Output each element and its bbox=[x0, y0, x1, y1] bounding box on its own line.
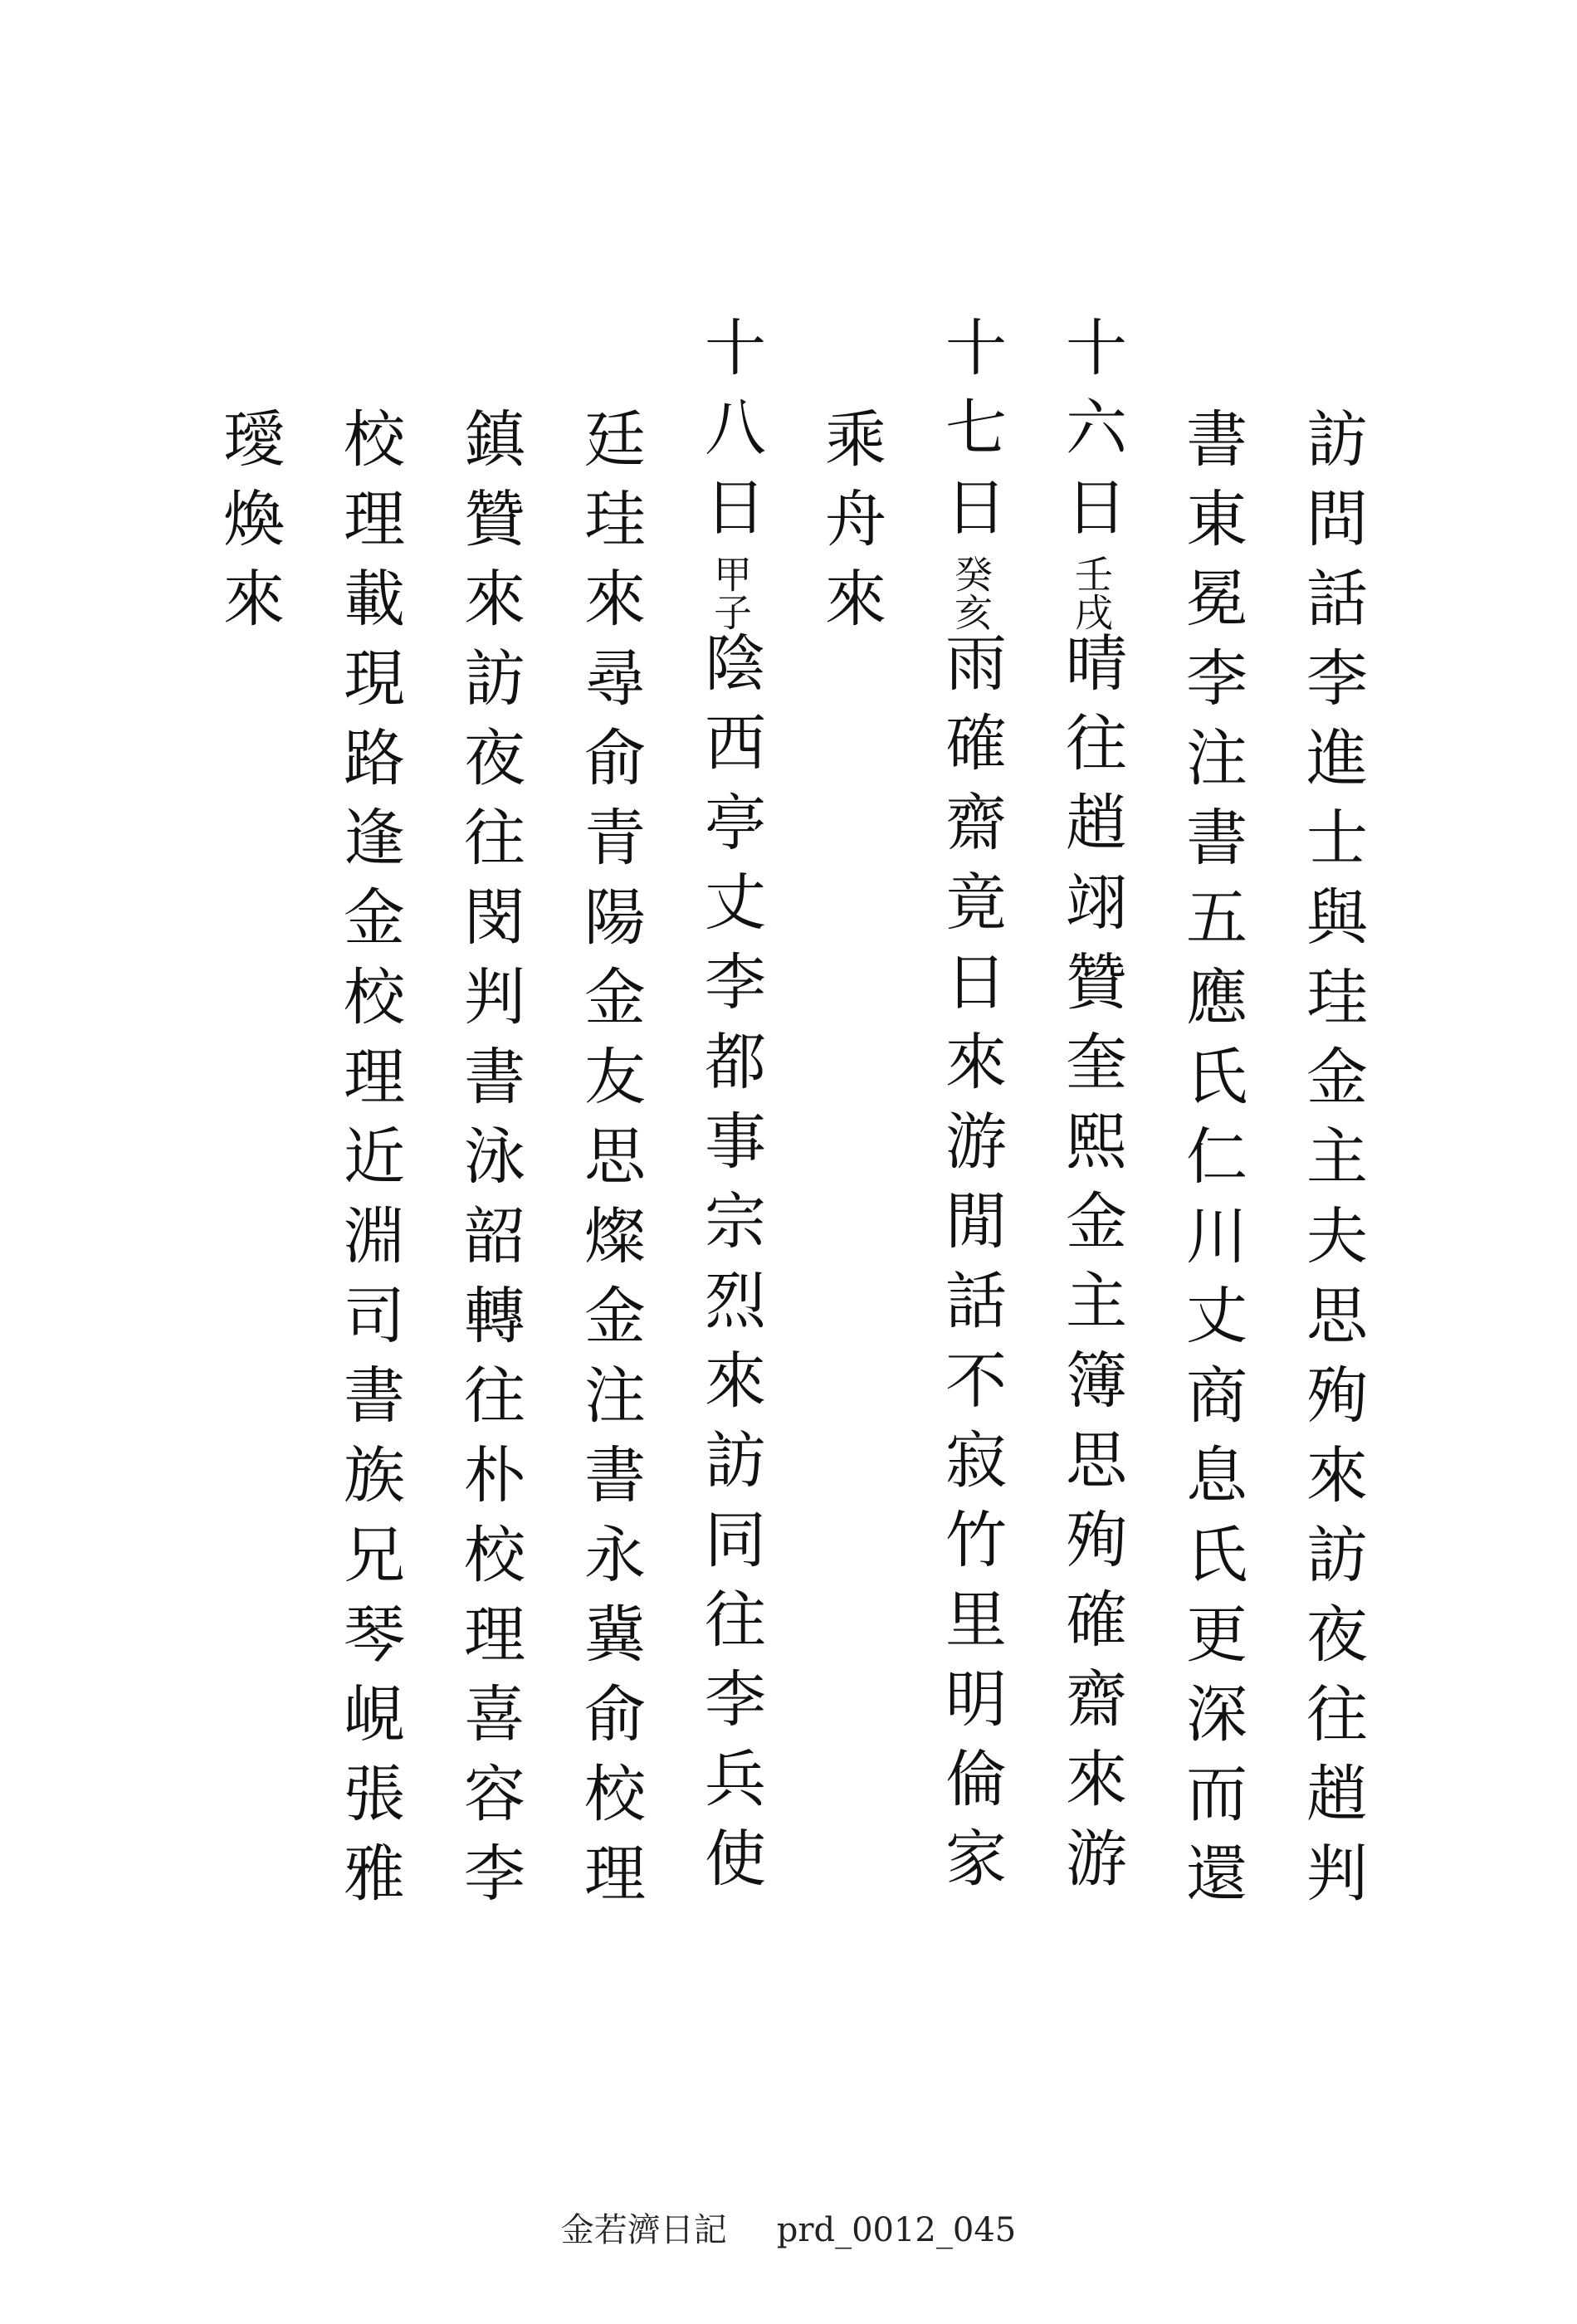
text-column-8 bbox=[444, 407, 535, 1921]
column-text: 鎮贊來訪夜往閔判書泳韶轉往朴校理喜容李 bbox=[454, 407, 525, 1921]
text-column-2 bbox=[1166, 407, 1257, 1921]
column-text: 訪問話李進士與珪金主夫思殉來訪夜往趙判 bbox=[1296, 407, 1368, 1921]
text-column-5 bbox=[805, 407, 896, 646]
cyclical-day-note: 甲子 bbox=[708, 554, 753, 631]
column-text: 雨確齋竟日來游閒話不寂竹里明倫家 bbox=[935, 631, 1007, 1906]
column-text: 校理載現路逢金校理近淵司書族兄琴峴張雅 bbox=[334, 407, 405, 1921]
text-column-6 bbox=[685, 315, 776, 1906]
column-text: 乘舟來 bbox=[815, 407, 886, 646]
page-code: prd_0012_045 bbox=[776, 2211, 1017, 2249]
text-column-1 bbox=[1286, 407, 1378, 1921]
text-column-4 bbox=[925, 315, 1017, 1906]
document-title: 金若濟日記 bbox=[560, 2211, 727, 2249]
text-column-9 bbox=[324, 407, 415, 1921]
text-column-7 bbox=[564, 407, 656, 1921]
column-text: 璦煥來 bbox=[213, 407, 285, 646]
column-text: 書東冕李注書五應氏仁川丈商息氏更深而還 bbox=[1176, 407, 1247, 1921]
column-text: 陰西亭丈李都事宗烈來訪同往李兵使 bbox=[695, 631, 766, 1906]
manuscript-text bbox=[191, 315, 1378, 1942]
column-text: 晴往趙翊贊奎熙金主簿思殉確齋來游 bbox=[1056, 631, 1127, 1906]
page-footer bbox=[0, 2204, 1577, 2251]
text-column-10 bbox=[203, 407, 295, 646]
text-column-3 bbox=[1046, 315, 1137, 1906]
date-heading: 十八日 bbox=[695, 315, 766, 554]
date-heading: 十七日 bbox=[935, 315, 1007, 554]
date-heading: 十六日 bbox=[1056, 315, 1127, 554]
cyclical-day-note: 癸亥 bbox=[949, 554, 994, 631]
cyclical-day-note: 壬戌 bbox=[1069, 554, 1114, 631]
column-text: 廷珪來尋俞青陽金友思燦金注書永冀俞校理 bbox=[574, 407, 646, 1921]
